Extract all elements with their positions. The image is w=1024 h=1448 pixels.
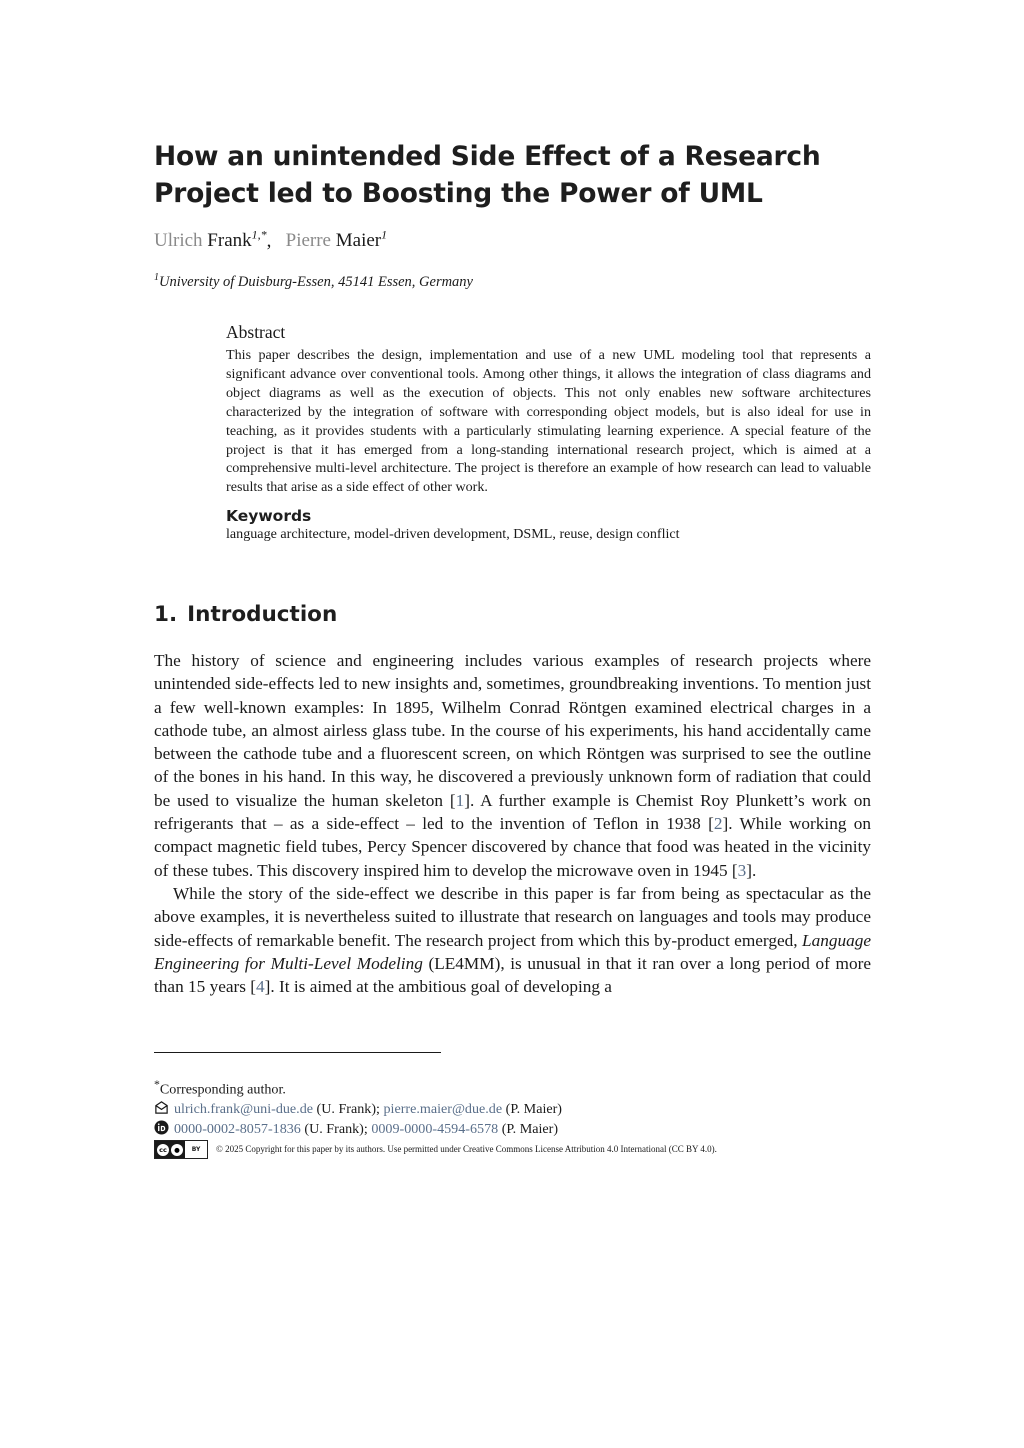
author-1 <box>154 230 267 251</box>
orcid-owner: (U. Frank); <box>304 1120 368 1137</box>
cc-icon: cc <box>157 1144 169 1156</box>
author-given-name: Ulrich <box>154 230 203 252</box>
project-name: Language Engineering for Multi-Level Modeling <box>154 930 871 973</box>
author-marks: 1 <box>381 228 388 242</box>
affiliation-mark: 1 <box>154 272 159 283</box>
citation-link[interactable]: 1 <box>455 790 465 810</box>
paragraph <box>154 649 871 882</box>
attribution-icon: ● <box>171 1144 183 1156</box>
body-text <box>154 649 871 998</box>
envelope-icon <box>154 1100 169 1115</box>
citation-link[interactable]: 2 <box>713 814 723 834</box>
text-run: The history of science and engineering includes various examples of research projects where unintended side-effects led to new insights and, sometimes, groundbreaking inventions. To mention just a few well-known examples: In 1895, Wilhelm Conrad Röntgen examined electrical charges in a cathode tube, an almost airless glass tube. In the course of his experiments, his hand accidentally came between the cathode tube and a fluorescent screen, on which Röntgen was surprised to see the outline of the bones in his hand. In this way, he discovered a previously unknown form of radiation that could be used to visualize the human skeleton [ <box>154 651 871 810</box>
cc-by-license-badge <box>154 1140 208 1159</box>
text-run: While the story of the side-effect we describe in this paper is far from being as spectacular as the above examples, it is nevertheless suited to illustrate that research on languages and tools may produce side-effects of remarkable benefit. The research project from which this by-product emerged, <box>154 883 871 950</box>
footnote-mark: * <box>154 1078 160 1091</box>
license-text: © 2025 Copyright for this paper by its authors. Use permitted under Creative Commons License Attribution 4.0 International (CC BY 4.0). <box>216 1144 717 1155</box>
abstract-text: This paper describes the design, implementation and use of a new UML modeling tool that represents a significant advance over conventional tools. Among other things, it allows the integration of class diagrams and object diagrams as well as the execution of objects. This not only enables new software architectures characterized by the integration of software with corresponding object models, but is also ideal for use in teaching, as it provides students with a particularly stimulating learning experience. A special feature of the project is that it has emerged from a long-standing international research project, which is aimed at a comprehensive multi-level architecture. The project is therefore an example of how research can lead to valuable results that arise as a side effect of other work. <box>226 347 871 496</box>
by-label: BY <box>191 1146 201 1154</box>
email-line <box>154 1100 871 1120</box>
text-run: ]. It is aimed at the ambitious goal of developing a <box>264 977 612 997</box>
orcid-owner: (P. Maier) <box>501 1120 559 1137</box>
affiliation <box>154 272 473 291</box>
footnote-text: Corresponding author. <box>159 1081 286 1098</box>
corresponding-note <box>154 1075 871 1100</box>
abstract-block <box>226 322 871 543</box>
author-separator: , <box>266 230 272 252</box>
email-link[interactable]: pierre.maier@due.de <box>383 1101 503 1118</box>
orcid-link[interactable]: 0000-0002-8057-1836 <box>174 1120 301 1137</box>
author-family-name: Frank <box>207 230 252 252</box>
abstract-heading: Abstract <box>226 322 286 342</box>
author-given-name: Pierre <box>285 230 331 252</box>
email-link[interactable]: ulrich.frank@uni-due.de <box>174 1101 313 1118</box>
paragraph <box>154 882 871 998</box>
email-owner: (P. Maier) <box>505 1101 563 1118</box>
email-owner: (U. Frank); <box>316 1101 380 1118</box>
author-list <box>154 228 387 252</box>
section-title: Introduction <box>187 602 338 627</box>
section-number: 1. <box>154 602 178 627</box>
text-run: ]. While working on compact magnetic field tubes, Percy Spencer discovered by chance that food was heated in the vicinity of these tubes. This discovery inspired him to develop the microwave oven in 1945 [ <box>154 814 872 880</box>
orcid-icon <box>154 1120 169 1135</box>
license-line <box>154 1140 871 1160</box>
paper-title: How an unintended Side Effect of a Research Project led to Boosting the Power of UML <box>154 141 821 209</box>
footnotes <box>154 1075 871 1160</box>
citation-link[interactable]: 3 <box>737 860 747 880</box>
keywords-heading: Keywords <box>226 507 312 526</box>
section-heading <box>154 602 337 627</box>
cc-badge-left <box>155 1141 185 1158</box>
footnote-rule <box>154 1052 441 1053</box>
author-2 <box>286 230 388 251</box>
keywords-text: language architecture, model-driven development, DSML, reuse, design conflict <box>226 526 680 543</box>
author-marks: 1,* <box>251 228 267 242</box>
affiliation-text: University of Duisburg-Essen, 45141 Essen, Germany <box>159 273 473 290</box>
citation-link[interactable]: 4 <box>256 977 265 997</box>
orcid-line <box>154 1120 871 1140</box>
text-run: ]. <box>746 860 757 880</box>
text-run: (LE4MM), is unusual in that it ran over a long period of more than 15 years [ <box>154 953 871 997</box>
text-run: ]. A further example is Chemist Roy Plunkett’s work on refrigerants that – as a side-effect – led to the invention of Teflon in 1938 [ <box>154 790 871 834</box>
author-family-name: Maier <box>335 230 382 252</box>
orcid-link[interactable]: 0009-0000-4594-6578 <box>371 1120 499 1137</box>
